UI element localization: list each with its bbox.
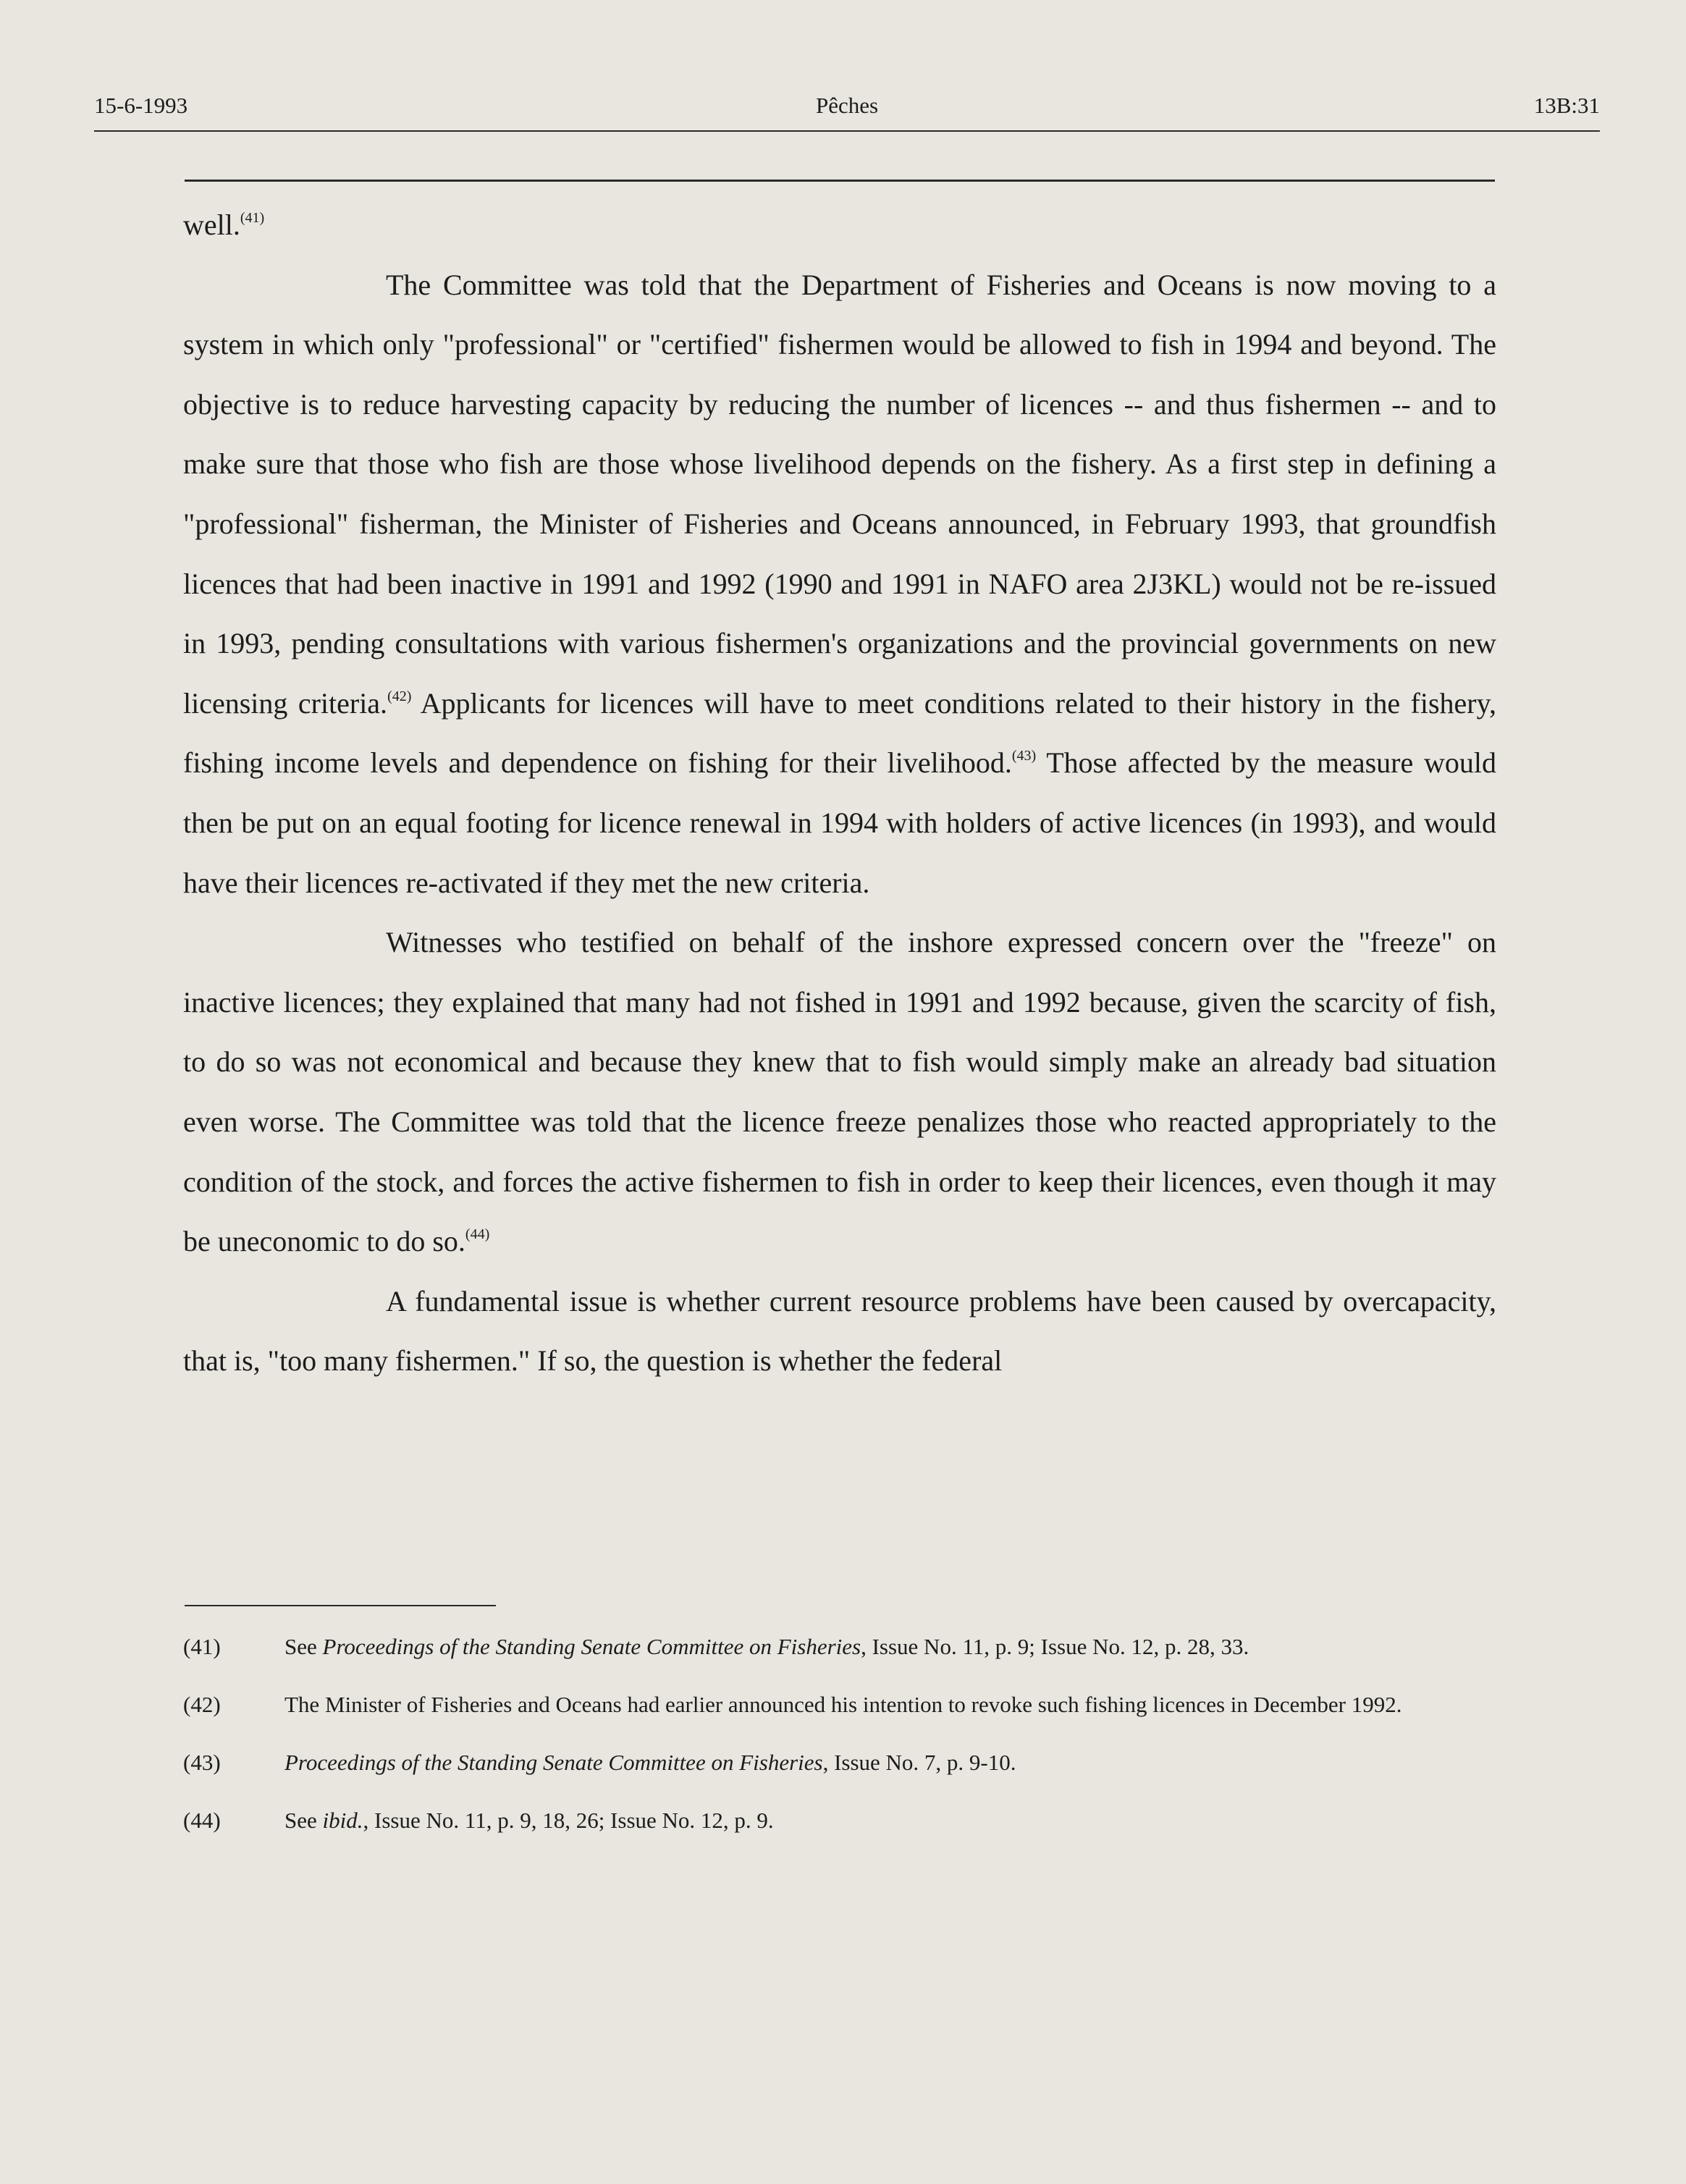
footnote-text-post: , Issue No. 7, p. 9-10. [822, 1750, 1016, 1775]
footnote-text-pre: The Minister of Fisheries and Oceans had earlier announced his intention to revoke such fishing licences in December 1992. [284, 1692, 1402, 1717]
footnote-text-pre: See [284, 1634, 323, 1659]
header-rule [94, 130, 1600, 132]
header-date: 15-6-1993 [94, 93, 188, 118]
footnote-number: (42) [183, 1692, 221, 1717]
footnote-number: (44) [183, 1808, 221, 1833]
paragraph-1-text: well. [183, 208, 240, 241]
footnote-ref-41: (41) [240, 210, 265, 226]
footnote-ref-44: (44) [465, 1226, 490, 1243]
body-text [183, 195, 1496, 1391]
footnote-text-italic: Proceedings of the Standing Senate Committee on Fisheries [284, 1750, 823, 1775]
footnote-text [284, 1748, 1496, 1777]
body-top-rule [185, 180, 1495, 182]
footnote-41 [183, 1632, 1496, 1661]
footnote-44 [183, 1806, 1496, 1835]
header-title: Pêches [815, 93, 879, 118]
footnote-rule [185, 1605, 496, 1606]
footnote-text-post: , Issue No. 11, p. 9, 18, 26; Issue No. 12, p. 9. [363, 1808, 774, 1833]
footnote-text-italic: ibid. [322, 1808, 363, 1833]
page-header [94, 85, 1600, 129]
paragraph-4: A fundamental issue is whether current resource problems have been caused by overcapacity, that is, "too many fishermen." If so, the question is whether the federal [183, 1284, 1496, 1378]
footnote-text-italic: Proceedings of the Standing Senate Committee on Fisheries [322, 1634, 861, 1659]
header-page-ref: 13B:31 [1533, 93, 1600, 118]
paragraph-2 [183, 256, 1496, 914]
footnote-number: (41) [183, 1634, 221, 1659]
paragraph-2-text-c: Those affected by the measure would then be put on an equal footing for licence renewal in 1994 with holders of active licences (in 1993), and would have their licences re-activated if they met the new criteria. [183, 746, 1496, 899]
footnote-number: (43) [183, 1750, 221, 1775]
footnote-text [284, 1632, 1496, 1661]
footnotes [183, 1632, 1496, 1864]
paragraph-3-text: Witnesses who testified on behalf of the inshore expressed concern over the "freeze" on inactive licences; they explained that many had not fished in 1991 and 1992 because, given the scarcity of fish, to do so was not economical and because they knew that to fish would simply make an already bad situation even worse. The Committee was told that the licence freeze penalizes those who reacted appropriately to the condition of the stock, and forces the active fishermen to fish in order to keep their licences, even though it may be uneconomic to do so. [183, 926, 1496, 1258]
footnote-42 [183, 1690, 1496, 1719]
footnote-text-pre: See [284, 1808, 323, 1833]
footnote-ref-43: (43) [1011, 748, 1037, 764]
paragraph-2-text-a: The Committee was told that the Department of Fisheries and Oceans is now moving to a system in which only "professional" or "certified" fishermen would be allowed to fish in 1994 and beyond. The objective is to reduce harvesting capacity by reducing the number of licences -- and thus fishermen -- and to make sure that those who fish are those whose livelihood depends on the fishery. As a first step in defining a "professional" fisherman, the Minister of Fisheries and Oceans announced, in February 1993, that groundfish licences that had been inactive in 1991 and 1992 (1990 and 1991 in NAFO area 2J3KL) would not be re-issued in 1993, pending consultations with various fishermen's organizations and the provincial governments on new licensing criteria. [183, 268, 1496, 720]
paragraph-2-text-b: Applicants for licences will have to meet conditions related to their history in the fishery, fishing income levels and dependence on fishing for their livelihood. [183, 686, 1497, 780]
footnote-ref-42: (42) [387, 688, 412, 704]
footnote-text [284, 1806, 1496, 1835]
footnote-text [284, 1690, 1496, 1719]
paragraph-3 [183, 913, 1496, 1272]
footnote-43 [183, 1748, 1496, 1777]
footnote-text-post: , Issue No. 11, p. 9; Issue No. 12, p. 28, 33. [861, 1634, 1249, 1659]
paragraph-1 [183, 195, 1496, 256]
